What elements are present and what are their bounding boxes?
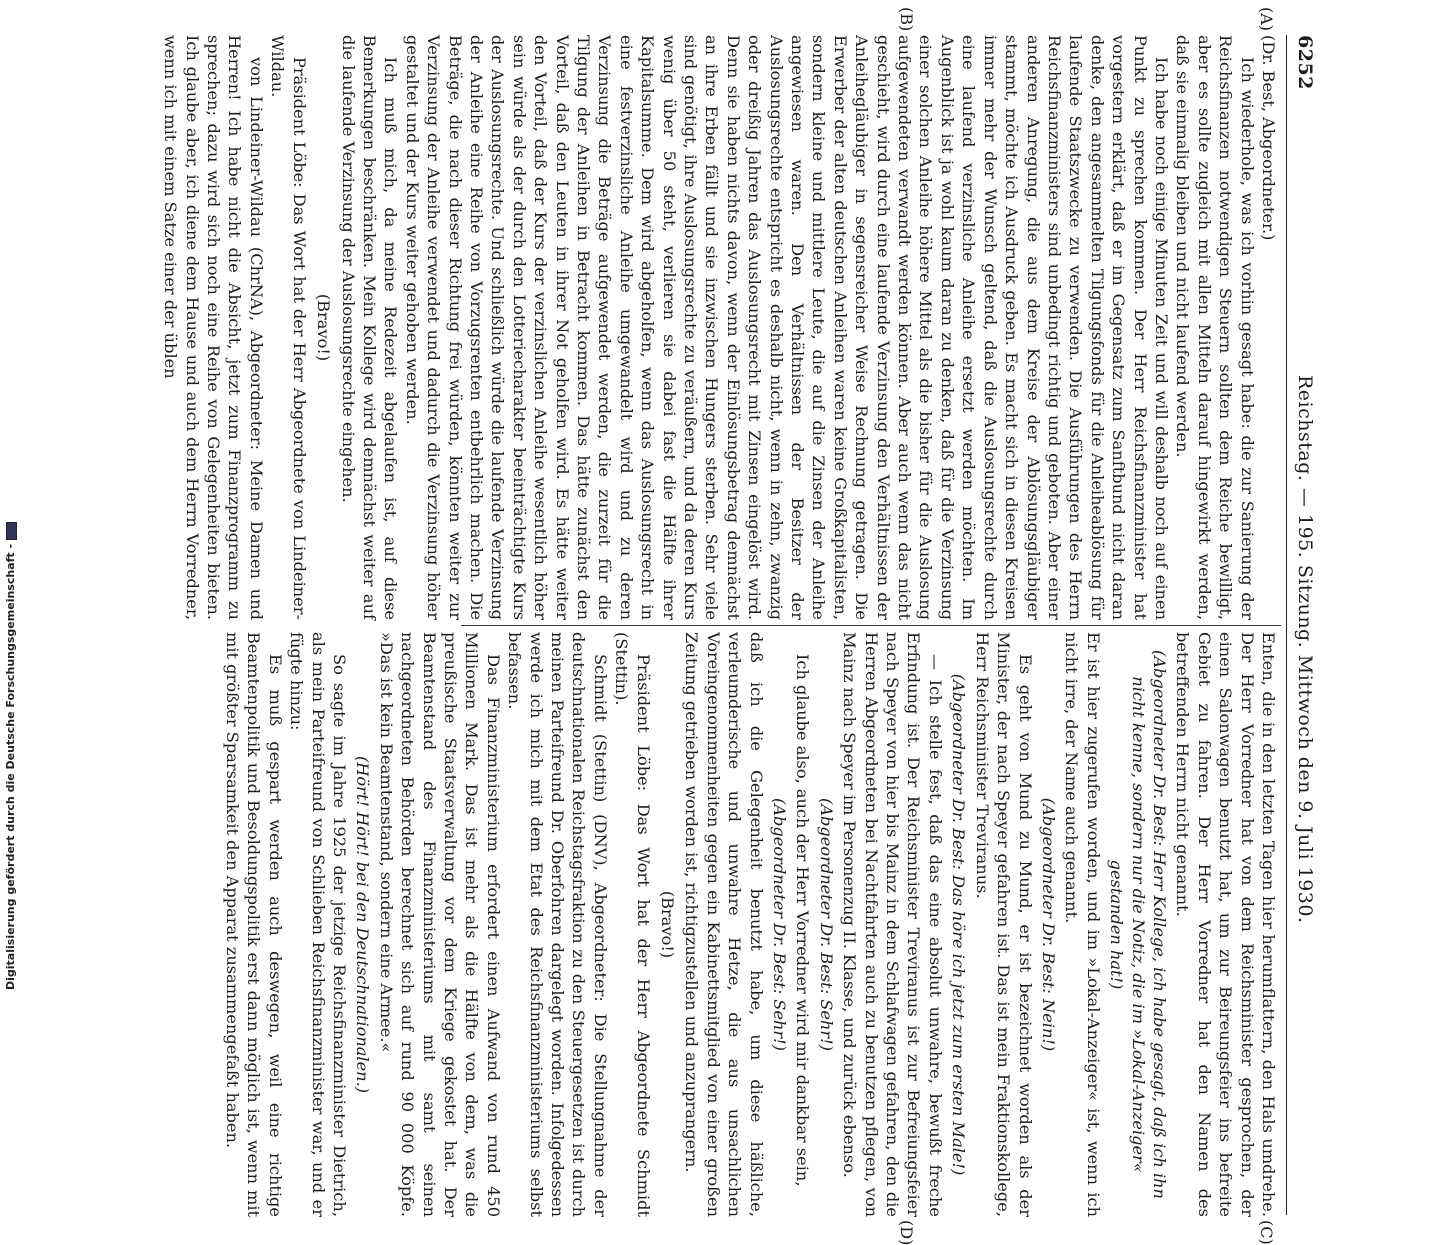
- interjection: (Abgeordneter Dr. Best: Nein!): [1038, 797, 1058, 1052]
- applause: (Bravo!): [658, 890, 678, 959]
- paragraph: von Lindeiner-Wildau (ChrNA), Abgeordneter: Meine Damen und Herren! Ich habe nicht die Absicht, jetzt zum Finanzprogramm zu sprechen; dazu wird sich noch eine Reihe von Gelegenheiten bieten. Ich glaube aber, ich diene dem Hause und auch dem Herrn Vorredner, wenn ich mit einem Satze einer der üblen: [161, 35, 266, 620]
- paragraph: Ich habe noch einige Minuten Zeit und will deshalb noch auf einen Punkt zu sprechen kommen. Der Herr Reichsfinanzminister hat vorgestern erklärt, daß er im Gegensatz zum Sanftbund nicht daran denke, den angesammelten Tilgungsfonds für die Anleiheablösung für laufende Staatszwecke zu verwenden. Die Ausführungen des Herrn Reichsfinanzministers sind unbedingt richtig und geboten. Aber einer anderen Anregung, die aus dem Kreise der Ablösungsgläubiger stammt, möchte ich Ausdruck geben. Es macht sich in diesen Kreisen immer mehr der Wunsch geltend, daß die Auslosungsrechte durch eine laufend verzinsliche Anleihe ersetzt werden möchten. Im Augenblick ist ja wohl kaum daran zu denken, daß für die Verzinsung einer solchen Anleihe höhere Mittel als die bisher für die Auslosung aufgewendeten verwandt werden können. Aber auch wenn das nicht geschieht, wird durch eine laufende Verzinsung den Verhältnissen der Anleihegläubiger in segensreicher Weise Rechnung getragen. Die Erwerber der alten deutschen Anleihen waren keine Großkapitalisten, sondern kleine und mittlere Leute, die auf die Zinsen der Anleihe angewiesen waren. Den Verhältnissen der Besitzer der Auslosungsrechte entspricht es deshalb nicht, wenn in zehn, zwanzig oder dreißig Jahren das Auslosungsrecht mit Zinsen eingelöst wird. Denn sie haben nichts davon, wenn der Einlösungsbetrag demnächst an ihre Erben fällt und sie inzwischen Hungers sterben. Sehr viele sind genötigt, ihre Auslosungsrechte zu veräußern, und da deren Kurs wenig über 50 steht, verlieren sie dabei fast die Hälfte ihrer Kapitalsumme. Dem wird abgeholfen, wenn das Auslosungsrecht in eine festverzinsliche Anleihe umgewandelt wird und zu deren Verzinsung die Beträge aufgewendet werden, die zurzeit für die Tilgung der Anleihen in Betracht kommen. Das hätte zunächst den Vorteil, daß den Leuten in ihrer Not geholfen wird. Es hätte weiter den Vorteil, daß der Kurs der verzinslichen Anleihe wesentlich höher sein würde als der durch den Lotteriecharakter beeinträchtigte Kurs der Auslosungsrechte. Und schließlich würde die laufende Verzinsung der Anleihe eine Reihe von Vorzugsrenten entbehrlich machen. Die Beträge, die nach dieser Richtung frei würden, könnten weiter zur Verzinsung der Anleihe verwendet und dadurch die Verzinsung höher gestaltet und der Kurs weiter gehoben werden.: [402, 35, 1171, 620]
- interjection: (Abgeordneter Dr. Best: Das höre ich jetzt zum ersten Male!): [949, 673, 969, 1176]
- paragraph: Ich muß mich, da meine Redezeit abgelaufen ist, auf diese Bemerkungen beschränken. Mein Kollege wird demnächst weiter auf die laufende Verzinsung der Auslosungsrechte eingehen.: [338, 35, 401, 620]
- paragraph: Ich wiederhole, was ich vorhin gesagt habe: die zur Sanierung der Reichsfinanzen notwendigen Steuern sollten dem Reiche bewilligt, aber es sollte zugleich mit allen Mitteln darauf hingewirkt werden, daß sie einmalig bleiben und nicht laufend werden.: [1173, 35, 1257, 620]
- interjection: (Abgeordneter Dr. Best: Sehr!): [770, 798, 790, 1051]
- funding-note-text: [4, 0, 17, 990]
- interjection: (Abgeordneter Dr. Best: Sehr!): [816, 798, 836, 1051]
- margin-marker-b: (B): [897, 7, 916, 32]
- president-remark: Präsident Löbe: Das Wort hat der Herr Abgeordnete Schmidt (Stettin).: [612, 632, 653, 1217]
- paragraph: Er ist hier zugerufen worden, und im »Lokal-Anzeiger« ist, wenn ich nicht irre, der Name auch genannt.: [1062, 632, 1103, 1217]
- president-remark: Präsident Löbe: Das Wort hat der Herr Abgeordnete von Lindeiner-Wildau.: [268, 35, 309, 620]
- funding-note: [0, 0, 30, 1000]
- margin-marker-a: (A): [1257, 7, 1276, 32]
- paragraph: So sagte im Jahre 1925 der jetzige Reichsfinanzminister Dietrich, als mein Parteifreund von Schlieben Reichsfinanzminister war, und er fügte hinzu:: [287, 632, 349, 1217]
- column-rule: [461, 625, 1281, 626]
- paragraph: Schmidt (Stettin) (DNV), Abgeordneter: Die Stellungnahme der deutschnationalen Reichstagsfraktion zu den Steuergesetzen ist durch meinen Parteifreund Dr. Oberfohren dargelegt worden. Infolgedessen werde ich mich mit dem Etat des Reichsfinanzministeriums selbst befassen.: [505, 632, 610, 1217]
- paragraph: Enten, die in den letzten Tagen hier herumflattern, den Hals umdrehe. Der Herr Vorredner hat von dem Reichsminister gesprochen, der einen Salonwagen benutzt hat, um zur Beireungsfeier ins befreite Gebiet zu fahren. Der Herr Vorredner hat den Namen des betreffenden Herrn nicht genannt.: [1173, 632, 1278, 1217]
- applause: (Bravo!): [314, 293, 334, 362]
- page-title: Reichstag. — 195. Sitzung. Mittwoch den 9. Juli 1930.: [1294, 375, 1316, 924]
- paragraph: — Ich stelle fest, daß das eine absolut unwahre, bewußt freche Erfindung ist. Der Reichsminister Treviranus ist zur Befreiungsfeier nach Speyer von hier bis Mainz in dem Schlafwagen gefahren, den die Herren Abgeordneten bei Nachtfahrten auch zu benutzen pflegen, von Mainz nach Speyer im Personenzug II. Klasse, und zurück ebenso.: [840, 632, 945, 1217]
- margin-marker-d: (D): [897, 1220, 916, 1245]
- margin-marker-c: (C): [1257, 1220, 1276, 1245]
- interjection: (Hört! Hört! bei den Deutschnationalen.): [353, 755, 373, 1094]
- paragraph: daß ich die Gelegenheit benutzt habe, um diese häßliche, verleumderische und unwahre Hetze, die aus unsachlichen Voreingenommenheiten gegen ein Kabinettsmitglied von einer großen Zeitung getrieben worden ist, richtigzustellen und anzuprangern.: [682, 632, 766, 1217]
- page-number: 6252: [1294, 35, 1316, 90]
- paragraph: Das Finanzministerium erfordert einen Aufwand von rund 450 Millionen Mark. Das ist mehr als die Hälfte von dem, was die preußische Staatsverwaltung vor dem Kriege gekostet hat. Der Beamtenstand des Finanzministeriums mit samt seinen nachgeordneten Behörden berechnet sich auf rund 90 000 Köpfe. »Das ist kein Beamtenstand, sondern eine Armee.«: [376, 632, 503, 1217]
- paragraph: Es geht von Mund zu Mund, er ist bezeichnet worden als der Minister, der nach Speyer gefahren ist. Das ist mein Fraktionskollege, Herr Reichsminister Treviranus.: [972, 632, 1035, 1217]
- interjection: (Abgeordneter Dr. Best: Herr Kollege, ich habe gesagt, daß ich ihn nicht kenne, sondern nur die Notiz, die im »Lokal-Anzeiger« gestanden hat!): [1107, 650, 1169, 1199]
- left-column: [160, 35, 1279, 620]
- header-rule: [1286, 35, 1287, 1215]
- speaker-tag: (Dr. Best, Abgeordneter.): [1259, 35, 1278, 241]
- right-column: [222, 632, 1280, 1217]
- rotated-document-page: [97, 7, 1317, 1245]
- dfg-logo-icon: [6, 522, 17, 540]
- quotation: Es muß gespart werden auch deswegen, weil eine richtige Beamtenpolitik und Besoldungspolitik erst dann möglich ist, wenn mit mit größter Sparsamkeit den Apparat zusammengefaßt haben.: [222, 632, 285, 1217]
- page-header: [1287, 35, 1317, 1215]
- paragraph: Ich glaube also, auch der Herr Vorredner wird mir dankbar sein,: [793, 654, 813, 1187]
- funding-note-label: Digitalisierung gefördert durch die Deutsche Forschungsgemeinschaft -: [4, 543, 17, 990]
